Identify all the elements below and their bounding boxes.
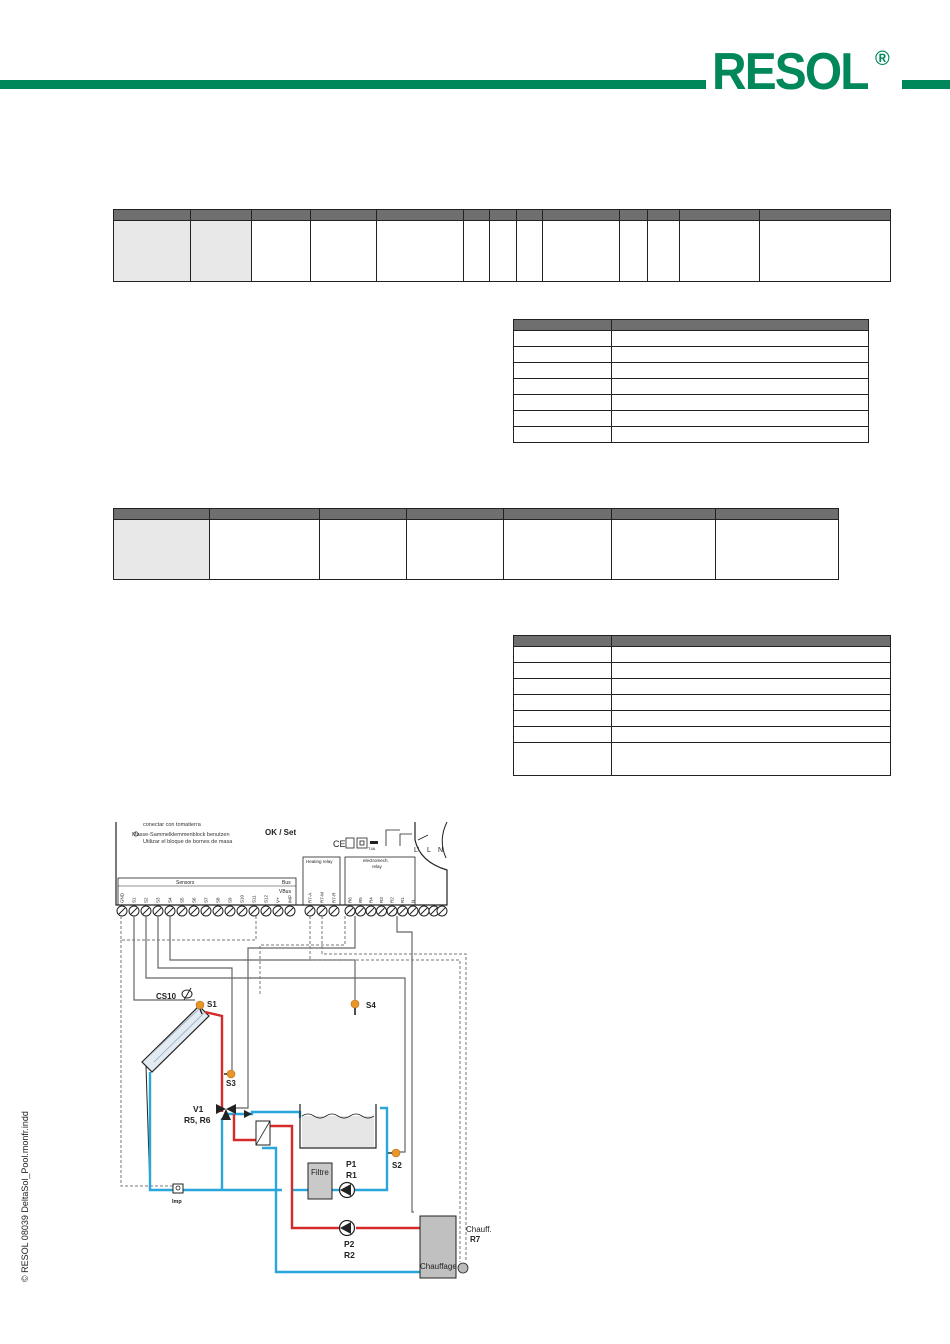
terminal-l-prime: L'	[414, 847, 420, 854]
terminal-label: R6	[347, 897, 353, 903]
s3-label: S3	[226, 1079, 236, 1088]
terminal-label: R5	[358, 897, 363, 903]
terminal-label: S1	[131, 897, 137, 903]
sensor-s3-icon	[224, 1070, 235, 1078]
cs10-label: CS10	[156, 992, 177, 1001]
controller-text-1: conectar con tomatierra	[143, 822, 201, 828]
terminal-label: R7-M	[319, 892, 325, 903]
terminal-l: L	[427, 847, 431, 854]
electromech-relay-label-1: electromech.	[363, 858, 389, 863]
controller	[116, 822, 447, 916]
terminal-label: R3	[379, 897, 384, 903]
heating-terminal-labels	[308, 892, 337, 903]
p2-label: P2	[344, 1239, 355, 1249]
irradiation-sensor-cs10-icon	[182, 988, 192, 1000]
terminal-label: R1	[400, 897, 405, 903]
chauff-label: Chauff.	[466, 1225, 492, 1234]
r5-r6-label: R5, R6	[184, 1115, 211, 1125]
sensor-s4-icon	[351, 1000, 359, 1015]
r1-label: R1	[346, 1170, 357, 1180]
sensors-header: Sensors	[176, 880, 195, 886]
fuse-icon	[370, 841, 378, 844]
terminal-label: R7-A	[307, 892, 313, 903]
terminal-label: S9	[227, 897, 233, 903]
heater-burner-icon	[458, 1263, 468, 1273]
filtre-label: Filtre	[311, 1168, 329, 1177]
terminal-label: S4	[167, 897, 173, 903]
v1-label: V1	[193, 1104, 204, 1114]
terminal-label: S2	[143, 897, 149, 903]
p1-label: P1	[346, 1159, 357, 1169]
sensor-terminal-labels	[120, 892, 293, 903]
s1-label: S1	[207, 1000, 217, 1009]
terminal-label: S7	[203, 897, 209, 903]
registered-mark: ®	[875, 48, 890, 70]
terminal-label: V+	[275, 897, 281, 903]
vbus-label: VBus	[279, 889, 291, 895]
terminal-label: S10	[239, 894, 245, 903]
s4-label: S4	[366, 1001, 376, 1010]
controller-text-2: Masse-Sammelklemmenblock benutzen	[132, 832, 230, 838]
ce-mark-icon	[333, 838, 367, 849]
terminal-label: GND	[119, 893, 125, 903]
terminal-label: IMP	[287, 894, 293, 903]
heating-relay-label: Heating relay	[306, 859, 333, 864]
chauffage-label: Chauffage	[420, 1262, 457, 1271]
solar-collector	[142, 1006, 209, 1190]
s2-label: S2	[392, 1161, 402, 1170]
terminal-label: S11	[251, 895, 257, 903]
terminal-label: S12	[263, 894, 269, 903]
terminal-label: S5	[179, 897, 185, 903]
pump-p1-icon	[340, 1183, 355, 1198]
terminal-screws	[117, 906, 447, 916]
terminal-label: N	[410, 899, 416, 903]
footer-copyright: © RESOL 08039 DeltaSol_Pool.monfr.indd	[20, 1111, 30, 1282]
terminal-label: S8	[215, 897, 221, 903]
flow-meter-icon	[173, 1184, 183, 1193]
imp-label: Imp	[172, 1199, 182, 1205]
bus-header: Bus	[282, 880, 291, 886]
sensor-s2-icon	[388, 1149, 400, 1157]
terminal-label: R2	[389, 897, 395, 903]
terminal-n: N	[438, 847, 444, 854]
controller-text-3: Utilizar el bloque de bornes de masa	[143, 839, 233, 845]
ok-set-label: OK / Set	[265, 828, 297, 837]
logo-text: RESOL	[712, 43, 868, 101]
relay-terminal-labels	[348, 897, 416, 903]
pump-p2-icon	[340, 1221, 355, 1236]
terminal-label: R7-R	[331, 892, 337, 903]
electromech-relay-label-2: relay	[372, 864, 382, 869]
r2-label: R2	[344, 1250, 355, 1260]
r7-label: R7	[470, 1235, 481, 1244]
terminal-label: S6	[191, 897, 197, 903]
svg-text:CE: CE	[333, 839, 346, 849]
fuse-label: T4A	[368, 846, 376, 851]
pool-basin	[300, 1104, 376, 1148]
cold-pipes	[150, 1072, 420, 1272]
terminal-label: S3	[155, 897, 161, 903]
terminal-label: R4	[368, 897, 374, 903]
